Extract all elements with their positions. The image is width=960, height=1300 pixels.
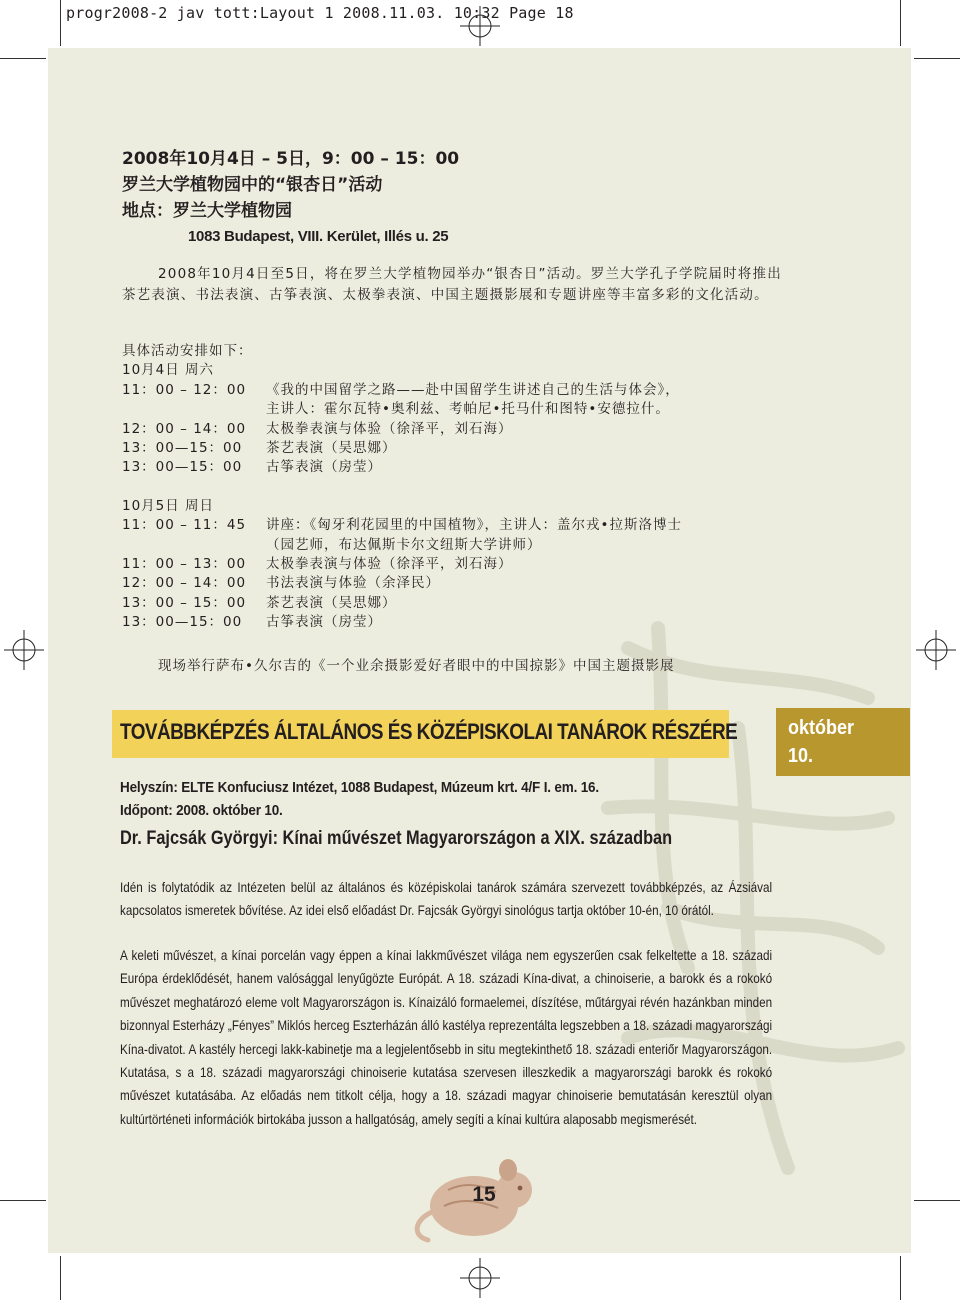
schedule-desc: 茶艺表演（吴思娜） — [266, 594, 397, 611]
schedule-time: 13：00—15：00 — [122, 614, 243, 631]
schedule-desc: 茶艺表演（吴思娜） — [266, 440, 397, 457]
crop-mark — [0, 58, 46, 59]
schedule-heading: 具体活动安排如下： — [122, 343, 253, 359]
training-date-box — [776, 708, 910, 776]
crop-mark — [60, 1256, 61, 1300]
schedule-desc: 《我的中国留学之路——赴中国留学生讲述自己的生活与体会》， — [266, 381, 680, 398]
training-description — [120, 876, 772, 1131]
schedule-row — [122, 381, 802, 400]
crop-mark — [914, 58, 960, 59]
training-banner-title: TOVÁBBKÉPZÉS ÁLTALÁNOS ÉS KÖZÉPISKOLAI TANÁROK RÉSZÉRE — [120, 719, 738, 744]
schedule-row — [122, 400, 802, 419]
registration-mark-icon — [4, 630, 44, 670]
registration-mark-icon — [916, 630, 956, 670]
schedule-row — [122, 439, 802, 458]
schedule-row — [122, 458, 802, 477]
training-banner — [112, 710, 738, 758]
schedule-row — [122, 555, 802, 574]
schedule-desc: （园艺师，布达佩斯卡尔文纽斯大学讲师） — [266, 536, 542, 553]
training-venue: Helyszín: ELTE Konfuciusz Intézet, 1088 Budapest, Múzeum krt. 4/F I. em. 16. — [120, 779, 599, 796]
event-title: 罗兰大学植物园中的“银杏日”活动 — [122, 175, 383, 195]
training-date-day: 10. — [788, 745, 814, 767]
lecture-title: Dr. Fajcsák Györgyi: Kínai művészet Magyarországon a XIX. században — [120, 828, 673, 849]
schedule-time: 11：00 – 13：00 — [122, 556, 247, 573]
schedule-time: 11：00 – 11：45 — [122, 517, 247, 534]
day1-heading: 10月4日 周六 — [122, 362, 215, 379]
training-info — [120, 776, 820, 854]
training-date-month: október — [788, 717, 855, 739]
crop-mark — [900, 0, 901, 46]
training-time: Időpont: 2008. október 10. — [120, 802, 283, 819]
schedule-time: 11：00 – 12：00 — [122, 381, 247, 398]
schedule-row — [122, 536, 802, 555]
schedule-desc: 主讲人：霍尔瓦特•奥利兹、考帕尼•托马什和图特•安德拉什。 — [266, 401, 670, 418]
crop-mark — [900, 1256, 901, 1300]
schedule-desc: 古筝表演（房莹） — [266, 459, 382, 476]
registration-mark-icon — [460, 1258, 500, 1298]
event-intro — [122, 264, 782, 306]
schedule-time — [122, 400, 266, 419]
schedule-time: 13：00—15：00 — [122, 440, 243, 457]
schedule-desc: 古筝表演（房莹） — [266, 614, 382, 631]
schedule-time: 13：00 – 15：00 — [122, 594, 247, 611]
event-date: 2008年10月4日 – 5日，9：00 – 15：00 — [122, 149, 460, 169]
paragraph: A keleti művészet, a kínai porcelán vagy éppen a kínai lakkművészet világa nem egyszerűen csak felkeltette a 18. századi Európa érdeklődését, hanem valósággal lenyűgözte Európát. A 18. századi Kína-divat, a chinoiserie, a barokk és a rokokó művészet meghatározó eleme volt Magyarországon is. Kínaizáló formaelemei, díszítése, műtárgyai révén hazánkban minden bizonnyal Esterházy „Fényes” Miklós herceg Eszterházán álló kastélya reprezentálta legszebben a 18. századi magyarországi Kína-divatot. A kastély hercegi lakk-kabinetje ma a legjelentősebb in situ megtekinthető 18. századi enteriőr Magyarországon. Kutatása, s a 18. századi magyarországi chinoiserie kutatása szervesen illeszkedik a magyarországi barokk és rokokó művészet kutatásába. Az előadás nem titkolt célja, hogy a 18. századi magyar chinoiserie bemutatásán keresztül olyan kultúrtörténeti információk birtokába jusson a hallgatóság, amely segíti a kínai kultúra alaposabb megismerését. — [120, 948, 773, 1127]
registration-mark-icon — [460, 6, 500, 46]
schedule-row — [122, 594, 802, 613]
crop-mark — [60, 0, 61, 46]
event-location: 地点：罗兰大学植物园 — [122, 201, 292, 221]
schedule-desc: 太极拳表演与体验（徐泽平，刘石海） — [266, 420, 513, 437]
schedule-desc: 书法表演与体验（余泽民） — [266, 575, 440, 592]
page-number: 15 — [472, 1183, 496, 1206]
schedule-time: 12：00 – 14：00 — [122, 420, 247, 437]
photo-exhibition: 现场举行萨布•久尔吉的《一个业余摄影爱好者眼中的中国掠影》中国主题摄影展 — [158, 658, 675, 674]
crop-mark — [0, 1200, 46, 1201]
schedule — [122, 342, 802, 633]
schedule-row — [122, 516, 802, 535]
event-intro-text: 2008年10月4日至5日，将在罗兰大学植物园举办“银杏日”活动。罗兰大学孔子学院届时将推出茶艺表演、书法表演、古筝表演、太极拳表演、中国主题摄影展和专题讲座等丰富多彩的文化活动。 — [122, 266, 782, 303]
day2-heading: 10月5日 周日 — [122, 497, 215, 514]
crop-mark — [914, 1200, 960, 1201]
schedule-desc: 太极拳表演与体验（徐泽平，刘石海） — [266, 556, 513, 573]
event-header — [122, 146, 822, 250]
schedule-time: 13：00—15：00 — [122, 459, 243, 476]
paragraph: Idén is folytatódik az Intézeten belül az általános és középiskolai tanárok számára szervezett továbbképzés, az Ázsiával kapcsolatos ismeretek bővítése. Az idei első előadást Dr. Fajcsák Györgyi sinológus tartja október 10-én, 10 órától. — [120, 880, 773, 918]
event-address: 1083 Budapest, VIII. Kerület, Illés u. 25 — [188, 228, 449, 245]
schedule-row — [122, 420, 802, 439]
schedule-time: 12：00 – 14：00 — [122, 575, 247, 592]
schedule-time — [122, 536, 266, 555]
printer-slug: progr2008-2 jav tott:Layout 1 2008.11.03. 10:32 Page 18 — [66, 4, 574, 22]
schedule-row — [122, 613, 802, 632]
schedule-row — [122, 574, 802, 593]
schedule-desc: 讲座：《匈牙利花园里的中国植物》，主讲人：盖尔戎•拉斯洛博士 — [266, 517, 682, 534]
